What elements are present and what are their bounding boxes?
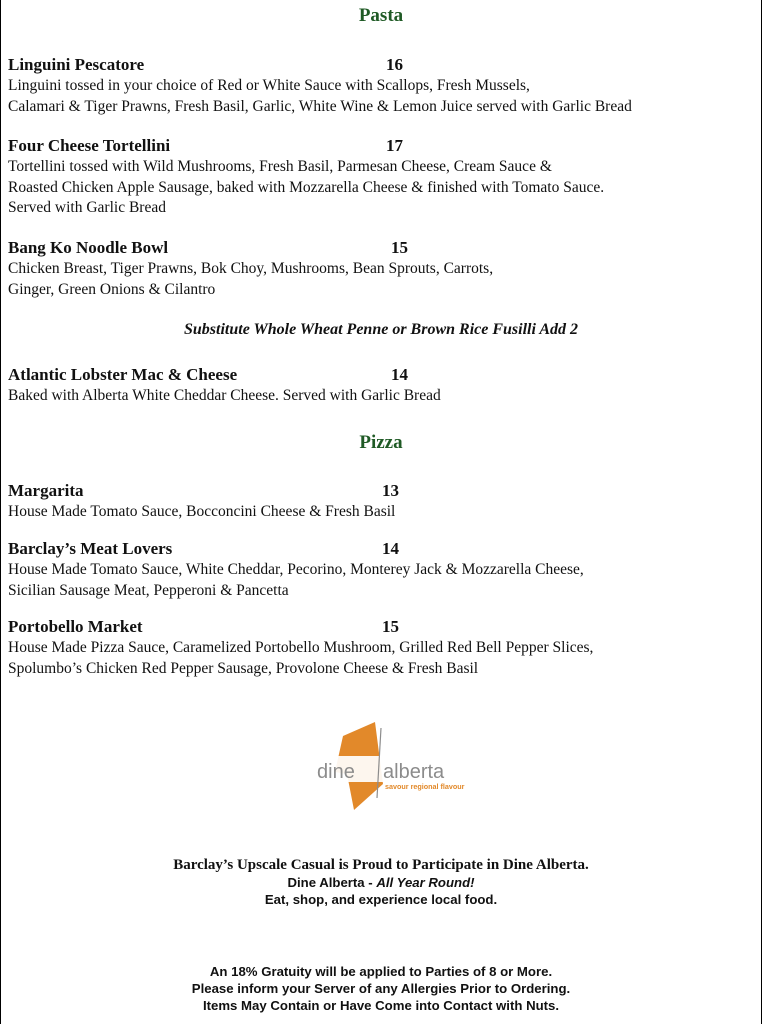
substitute-note: Substitute Whole Wheat Penne or Brown Rice Fusilli Add 2 [183,321,578,338]
dine-alberta-line-1: Barclay’s Upscale Casual is Proud to Participate in Dine Alberta. [173,857,589,873]
pasta-section-title: Pasta [358,5,404,26]
item-name: Atlantic Lobster Mac & Cheese [8,365,238,384]
dine-alberta-line-2-prefix: Dine Alberta - [287,875,377,890]
item-price: 15 [391,238,408,257]
menu-item-atlantic-lobster-mac-cheese [8,364,756,407]
item-price: 14 [391,365,408,384]
item-description [8,259,756,300]
item-description [8,157,756,219]
item-description [8,638,756,679]
description-line: House Made Tomato Sauce, White Cheddar, Pecorino, Monterey Jack & Mozzarella Cheese, [8,561,584,578]
logo-word-alberta: alberta [383,761,445,783]
dine-alberta-logo [313,722,489,810]
description-line: Ginger, Green Onions & Cilantro [8,280,216,298]
item-price: 15 [382,617,399,636]
description-line: Tortellini tossed with Wild Mushrooms, Fresh Basil, Parmesan Cheese, Cream Sauce & [8,158,552,175]
item-name: Barclay’s Meat Lovers [8,539,173,558]
description-line: Roasted Chicken Apple Sausage, baked with Mozzarella Cheese & finished with Tomato Sauce. [8,178,605,196]
dine-alberta-line-2 [1,874,761,891]
menu-item-linguini-pescatore [8,54,756,117]
item-price: 13 [382,481,399,500]
item-name: Margarita [8,481,84,500]
item-name: Linguini Pescatore [8,55,145,74]
description-line: Chicken Breast, Tiger Prawns, Bok Choy, Mushrooms, Bean Sprouts, Carrots, [8,260,494,277]
description-line: Served with Garlic Bread [8,199,166,216]
description-line: Sicilian Sausage Meat, Pepperoni & Pancetta [8,581,289,599]
menu-item-barclays-meat-lovers [8,538,756,601]
menu-item-margarita [8,480,756,523]
dine-alberta-line-2-emphasis: All Year Round! [376,875,475,890]
item-name: Portobello Market [8,617,143,636]
menu-item-bang-ko-noodle-bowl [8,237,756,300]
item-name: Four Cheese Tortellini [8,136,171,155]
description-line: Linguini tossed in your choice of Red or White Sauce with Scallops, Fresh Mussels, [8,77,530,94]
description-line: Spolumbo’s Chicken Red Pepper Sausage, Provolone Cheese & Fresh Basil [8,659,479,677]
description-line: Calamari & Tiger Prawns, Fresh Basil, Garlic, White Wine & Lemon Juice served with Garlic Bread [8,97,632,115]
gratuity-notice: An 18% Gratuity will be applied to Parties of 8 or More. [209,964,553,979]
dine-alberta-line-3: Eat, shop, and experience local food. [264,892,498,907]
item-price: 16 [386,55,403,74]
nuts-notice: Items May Contain or Have Come into Contact with Nuts. [202,998,560,1013]
footer-notice [1,963,761,1014]
dine-alberta-notice [1,857,761,908]
description-line: Baked with Alberta White Cheddar Cheese. Served with Garlic Bread [8,387,441,404]
description-line: House Made Tomato Sauce, Bocconcini Cheese & Fresh Basil [8,503,396,520]
item-name: Bang Ko Noodle Bowl [8,238,169,257]
item-description [8,560,756,601]
description-line: House Made Pizza Sauce, Caramelized Portobello Mushroom, Grilled Red Bell Pepper Slices, [8,639,594,656]
item-price: 17 [386,136,403,155]
item-description [8,502,756,523]
logo-tagline: savour regional flavour [385,782,465,791]
pizza-section-title: Pizza [359,432,403,453]
item-description [8,386,756,407]
allergy-notice: Please inform your Server of any Allergies Prior to Ordering. [191,981,571,996]
item-description [8,76,756,117]
menu-item-four-cheese-tortellini [8,135,756,219]
logo-word-dine: dine [317,761,355,783]
menu-item-portobello-market [8,616,756,679]
item-price: 14 [382,539,399,558]
